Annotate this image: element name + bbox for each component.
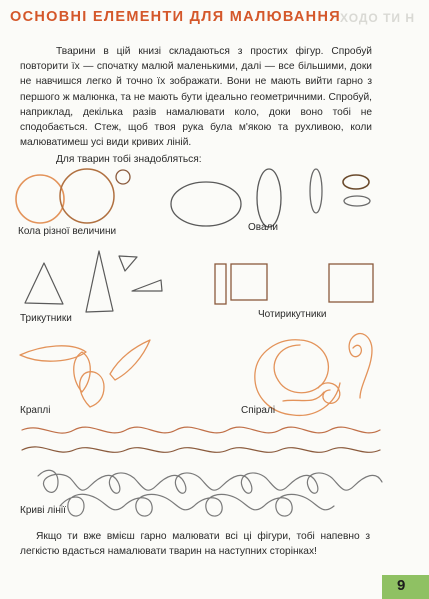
- circle-large-brown: [60, 169, 114, 223]
- spiral-scroll: [349, 334, 372, 398]
- label-spirals: Спіралі: [241, 405, 276, 416]
- page-number: 9: [397, 577, 406, 594]
- oval-tall-graphite: [257, 169, 281, 227]
- page-number-tab: [382, 575, 429, 599]
- curve-wave-1: [22, 427, 380, 433]
- square-small: [215, 264, 226, 304]
- spirals-group: [255, 334, 372, 416]
- spiral-s-curve: [283, 392, 324, 401]
- circles-group: [16, 169, 130, 223]
- label-ovals: Овали: [248, 222, 278, 233]
- needs-line: Для тварин тобі знадобляться:: [56, 154, 202, 165]
- oval-narrow-graphite: [310, 169, 322, 213]
- circle-small-brown: [116, 170, 130, 184]
- circle-large-orange: [16, 175, 64, 223]
- drop-diagonal: [110, 340, 150, 380]
- label-quadrilaterals: Чотирикутники: [258, 309, 327, 320]
- label-triangles: Трикутники: [20, 313, 72, 324]
- triangles-group: [25, 251, 162, 312]
- label-drops: Краплі: [20, 405, 51, 416]
- outro-paragraph: Якщо ти вже вмієш гарно малювати всі ці фігури, тобі напевно з легкістю вдасться намалювати тварин на наступних сторінках!: [20, 531, 370, 558]
- square-medium: [231, 264, 267, 300]
- drops-group: [20, 340, 150, 407]
- triangle-large: [25, 263, 63, 304]
- curve-coil: [38, 470, 382, 493]
- triangle-flat: [132, 280, 162, 291]
- oval-small-brown: [343, 175, 369, 189]
- curves-group: [22, 427, 382, 516]
- ovals-group: [171, 169, 370, 227]
- triangle-small: [119, 256, 137, 271]
- label-circles: Кола різної величини: [18, 226, 117, 237]
- faded-next-page-heading: ХОДО ТИ Н: [340, 11, 416, 25]
- page-title: ОСНОВНІ ЕЛЕМЕНТИ ДЛЯ МАЛЮВАННЯ: [10, 9, 341, 25]
- oval-thin-graphite: [344, 196, 370, 206]
- triangle-tall: [86, 251, 113, 312]
- intro-paragraph: Тварини в цій книзі складаються з простих фігур. Спробуй повторити їх — спочатку малюй маленькими, далі — все більшими, доки не навчишся легко й точно їх зображати. Вони не мають вийти гарно з першого ж малюнка, та не мають бути ідеально геометричними. Спробуй, наприклад, декілька разів намалювати коло, доки воно тобі не сподобається. Стеж, щоб твоя рука була м'якою та рухливою, коли малюватимеш усі види кривих ліній.: [20, 46, 372, 149]
- oval-wide-graphite: [171, 182, 241, 226]
- label-curves: Криві лінії: [20, 505, 66, 516]
- curve-loops: [60, 494, 334, 516]
- rectangle-large: [329, 264, 373, 302]
- curve-wave-2: [22, 447, 380, 452]
- quadrilaterals-group: [215, 264, 373, 304]
